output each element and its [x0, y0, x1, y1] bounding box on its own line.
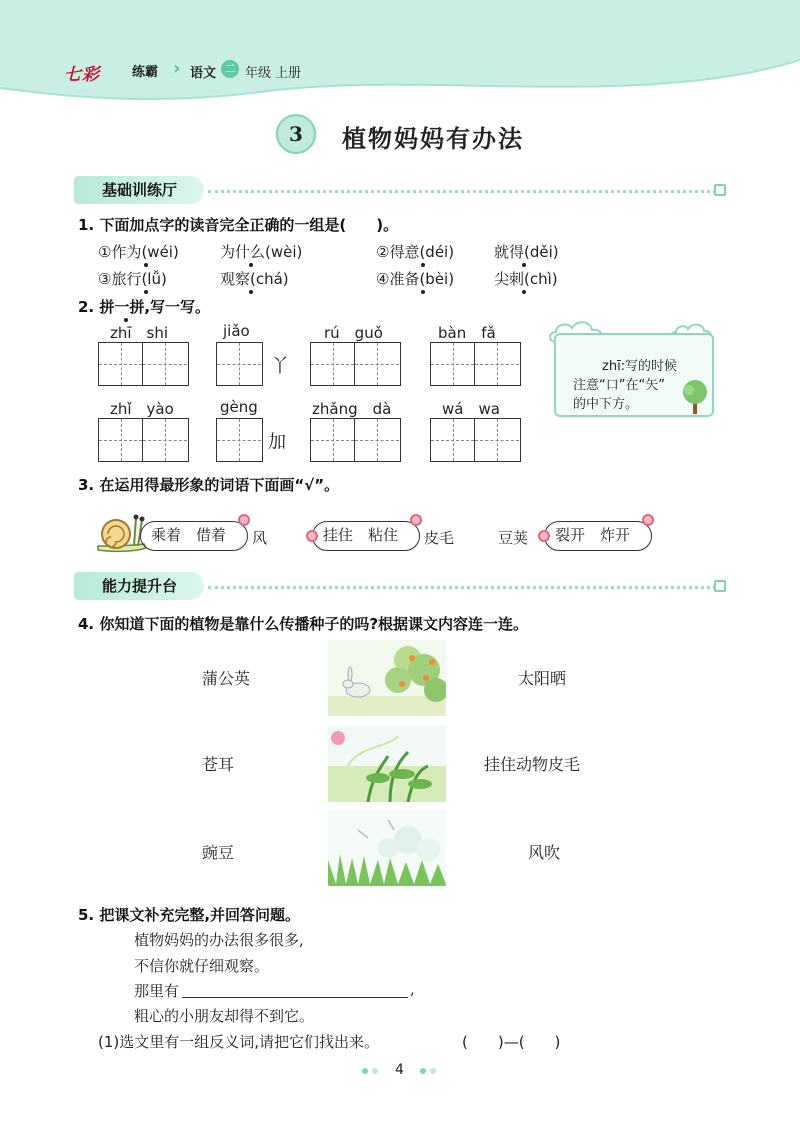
flower-icon: [538, 530, 550, 542]
emphasis-dot: [522, 290, 526, 294]
rabbit-plant-illustration[interactable]: [328, 640, 446, 716]
pinyin: bàn fǎ: [438, 324, 496, 342]
question-3-prompt: 3. 在运用得最形象的词语下面画“√”。: [78, 476, 340, 494]
emphasis-dot: [144, 263, 148, 267]
writing-grid[interactable]: [98, 342, 189, 386]
plant-name[interactable]: 苍耳: [202, 755, 235, 774]
q1-option-d2: 尖刺(chì): [494, 270, 558, 288]
writing-grid[interactable]: [430, 342, 521, 386]
plant-name[interactable]: 蒲公英: [202, 669, 251, 688]
emphasis-dot: [144, 290, 148, 294]
word-choice-pill[interactable]: 乘着 借着: [140, 521, 248, 551]
subject-label: 语文: [190, 66, 217, 81]
q5-sub-question-1: (1)选文里有一组反义词,请把它们找出来。: [98, 1033, 380, 1051]
q1-option-a2: 为什么(wèi): [220, 243, 303, 261]
dispersal-method[interactable]: 太阳晒: [518, 669, 567, 688]
writing-grid[interactable]: [216, 418, 263, 462]
plant-name[interactable]: 豌豆: [202, 843, 235, 862]
pinyin: rú guǒ: [324, 324, 383, 342]
grade-number: 二: [221, 60, 239, 78]
section-end-marker: [714, 184, 726, 196]
chevron-right-icon: ›: [173, 58, 181, 79]
writing-grid[interactable]: [430, 418, 521, 462]
pinyin: zhǎng dà: [312, 400, 392, 418]
pinyin: jiǎo: [223, 322, 250, 340]
brand-logo: 七彩: [64, 65, 100, 85]
emphasis-dot: [522, 263, 526, 267]
q1-option-c1: ③旅行(lǚ): [98, 270, 167, 288]
word-suffix: 皮毛: [424, 529, 455, 547]
section-divider: [208, 190, 716, 193]
tip-line: 注意“口”在“矢”: [573, 378, 665, 393]
page-dot: [420, 1068, 426, 1074]
q1-option-b1: ②得意(déi): [376, 243, 455, 261]
tree-icon: [680, 378, 710, 414]
lesson-number: 3: [276, 114, 316, 154]
flower-icon: [306, 530, 318, 542]
poem-line: 粗心的小朋友却得不到它。: [134, 1007, 315, 1025]
writing-grid[interactable]: [310, 418, 401, 462]
header-background: [0, 0, 800, 110]
emphasis-dot: [249, 263, 253, 267]
writing-grid[interactable]: [310, 342, 401, 386]
section-end-marker: [714, 580, 726, 592]
poem-punct: ,: [410, 980, 415, 998]
page-dot: [372, 1068, 378, 1074]
q1-option-d1: ④准备(bèi): [376, 270, 455, 288]
q1-option-a1: ①作为(wéi): [98, 243, 179, 261]
writing-grid[interactable]: [216, 342, 263, 386]
pea-pod-illustration[interactable]: [328, 810, 446, 886]
page-title: 植物妈妈有办法: [342, 124, 524, 153]
page-dot: [362, 1068, 368, 1074]
question-5-prompt: 5. 把课文补充完整,并回答问题。: [78, 906, 301, 924]
word-choice-pill[interactable]: 挂住 粘住: [312, 521, 420, 551]
poem-line: 那里有: [134, 982, 180, 1000]
dispersal-method[interactable]: 挂住动物皮毛: [484, 755, 581, 774]
poem-line: 不信你就仔细观察。: [134, 957, 270, 975]
grade-label: 年级 上册: [245, 66, 302, 81]
section-ability-title: 能力提升台: [74, 572, 204, 600]
q1-option-c2: 观察(chá): [220, 270, 289, 288]
pinyin: gèng: [220, 398, 258, 416]
flower-icon: [642, 514, 654, 526]
emphasis-dot: [421, 263, 425, 267]
hint-character: 丫: [271, 356, 289, 377]
hint-character: 加: [268, 432, 286, 453]
pinyin: zhī shi: [110, 324, 169, 342]
antonym-answer-blank[interactable]: ( )—( ): [462, 1033, 561, 1051]
emphasis-dot: [421, 290, 425, 294]
word-choice-pill[interactable]: 裂开 炸开: [544, 521, 652, 551]
dandelion-illustration[interactable]: [328, 726, 446, 802]
word-prefix: 豆荚: [498, 529, 529, 547]
q1-option-b2: 就得(děi): [494, 243, 559, 261]
word-suffix: 风: [252, 529, 268, 547]
section-basic-title: 基础训练厅: [74, 176, 204, 204]
question-1-prompt: 1. 下面加点字的读音完全正确的一组是( )。: [78, 216, 399, 234]
question-4-prompt: 4. 你知道下面的植物是靠什么传播种子的吗?根据课文内容连一连。: [78, 615, 529, 633]
section-divider: [208, 586, 716, 589]
tip-line: zhī:写的时候: [602, 359, 678, 374]
question-2-prompt: 2. 拼一拼,写一写。: [78, 298, 211, 316]
writing-grid[interactable]: [98, 418, 189, 462]
pinyin: wá wa: [442, 400, 500, 418]
poem-line: 植物妈妈的办法很多很多,: [134, 931, 304, 949]
pinyin: zhǐ yào: [110, 400, 174, 418]
fill-in-blank[interactable]: [182, 997, 408, 998]
dispersal-method[interactable]: 风吹: [528, 843, 561, 862]
page-dot: [430, 1068, 436, 1074]
emphasis-dot: [249, 290, 253, 294]
page-number: 4: [395, 1062, 404, 1078]
brand-suffix: 练霸: [132, 65, 159, 80]
flower-icon: [410, 514, 422, 526]
tip-line: 的中下方。: [573, 397, 639, 412]
flower-icon: [238, 514, 250, 526]
